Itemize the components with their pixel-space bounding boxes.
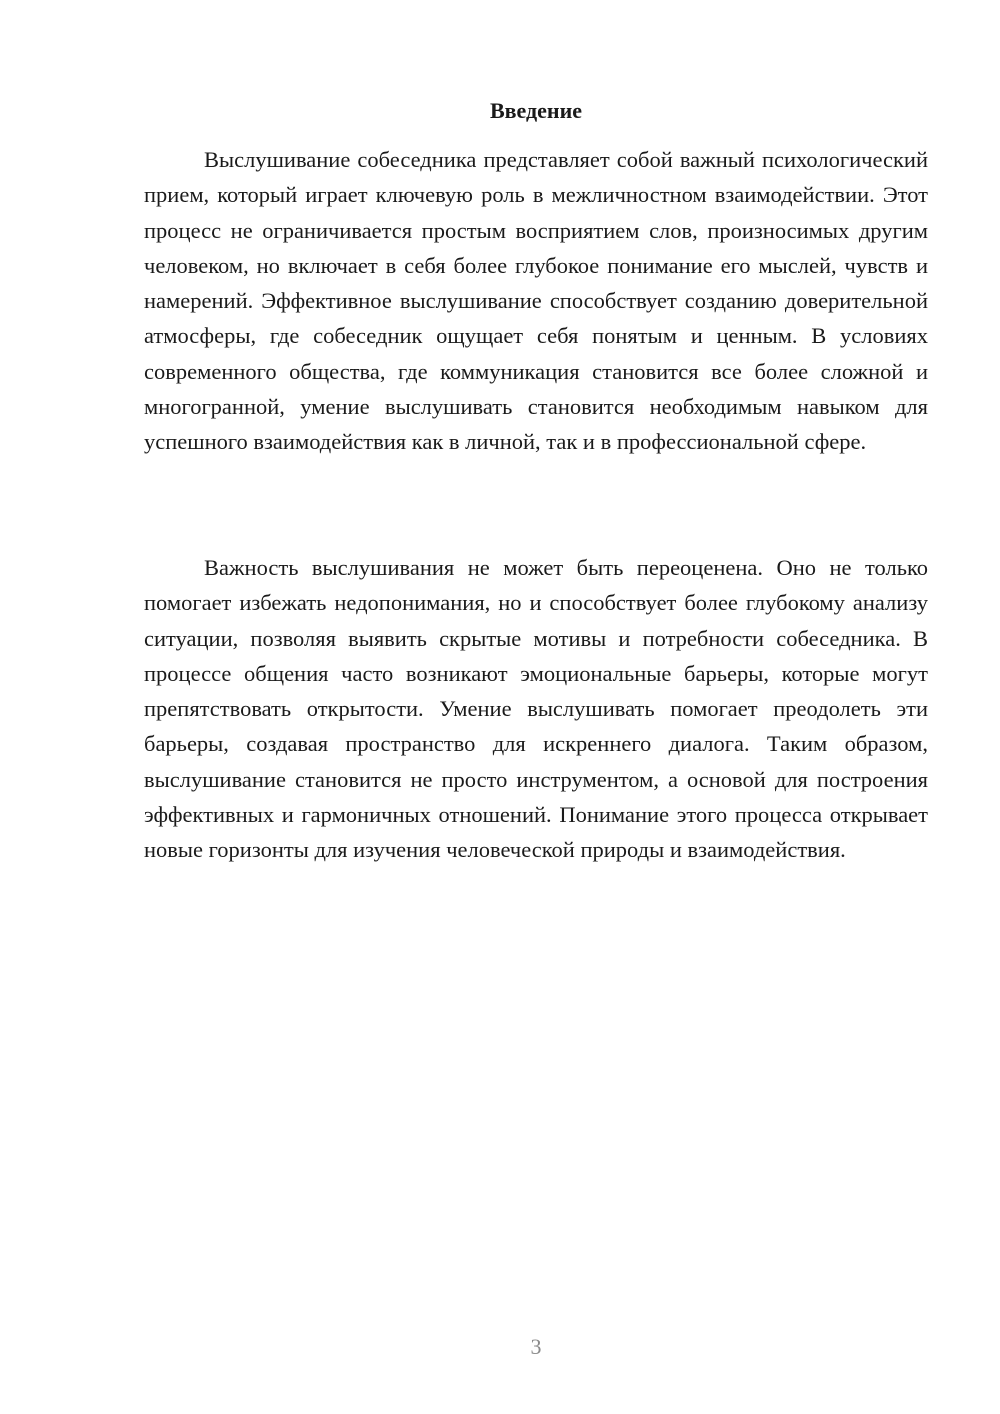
paragraph-intro: Выслушивание собеседника представляет собой важный психологический прием, который играет ключевую роль в межличностном взаимодействии. Этот процесс не ограничивается простым восприятием слов, произносимых другим человеком, но включает в себя более глубокое понимание его мыслей, чувств и намерений. Эффективное выслушивание способствует созданию доверительной атмосферы, где собеседник ощущает себя понятым и ценным. В условиях современного общества, где коммуникация становится все более сложной и многогранной, умение выслушивать становится необходимым навыком для успешного взаимодействия как в личной, так и в профессиональной сфере. xyxy=(144,147,928,455)
page-number: 3 xyxy=(530,1334,542,1359)
paragraph-importance: Важность выслушивания не может быть переоценена. Оно не только помогает избежать недопонимания, но и способствует более глубокому анализу ситуации, позволяя выявить скрытые мотивы и потребности собеседника. В процессе общения часто возникают эмоциональные барьеры, которые могут препятствовать открытости. Умение выслушивать помогает преодолеть эти барьеры, создавая пространство для искреннего диалога. Таким образом, выслушивание становится не просто инструментом, а основой для построения эффективных и гармоничных отношений. Понимание этого процесса открывает новые горизонты для изучения человеческой природы и взаимодействия. xyxy=(144,555,928,863)
section-heading: Введение xyxy=(489,98,583,123)
